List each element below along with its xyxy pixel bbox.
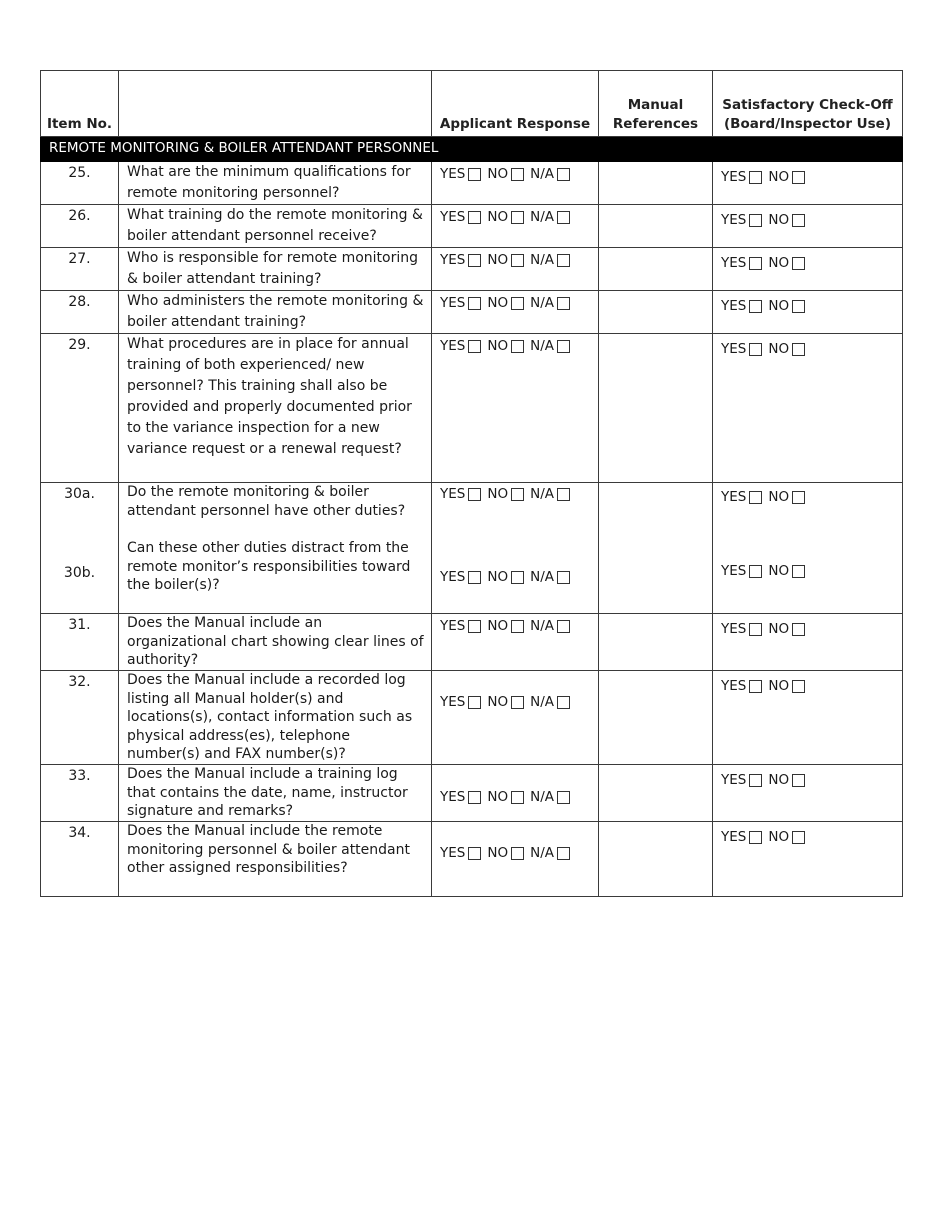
header-applicant-response: Applicant Response	[432, 71, 599, 137]
applicant-response-cell	[432, 205, 599, 248]
yes-checkbox[interactable]	[468, 340, 481, 353]
applicant-response-cell	[432, 671, 599, 765]
na-label: N/A	[530, 166, 554, 182]
no-label: NO	[487, 789, 509, 805]
yes-label: YES	[440, 569, 466, 585]
header-item-no: Item No.	[41, 71, 119, 137]
no-label: NO	[487, 486, 509, 502]
item-number: 28.	[41, 291, 119, 334]
na-checkbox[interactable]	[557, 791, 570, 804]
question-text: Does the Manual include a training log that contains the date, name, instructor signature and remarks?	[119, 765, 432, 822]
no-label: NO	[768, 298, 790, 314]
yes-checkbox[interactable]	[749, 831, 762, 844]
no-checkbox[interactable]	[511, 254, 524, 267]
no-checkbox[interactable]	[792, 680, 805, 693]
no-checkbox[interactable]	[792, 171, 805, 184]
checkoff-cell	[713, 822, 903, 897]
item-number: 31.	[41, 614, 119, 671]
no-checkbox[interactable]	[792, 343, 805, 356]
yes-label: YES	[721, 169, 747, 185]
table-row	[41, 671, 903, 765]
item-number: 34.	[41, 822, 119, 897]
no-label: NO	[487, 209, 509, 225]
no-checkbox[interactable]	[511, 571, 524, 584]
na-checkbox[interactable]	[557, 168, 570, 181]
yes-label: YES	[721, 255, 747, 271]
na-checkbox[interactable]	[557, 571, 570, 584]
no-label: NO	[487, 166, 509, 182]
yes-checkbox[interactable]	[468, 847, 481, 860]
na-checkbox[interactable]	[557, 488, 570, 501]
na-label: N/A	[530, 789, 554, 805]
question-text-b: Can these other duties distract from the remote monitor’s responsibilities toward the boiler(s)?	[127, 540, 411, 593]
yes-label: YES	[440, 694, 466, 710]
yes-checkbox[interactable]	[749, 257, 762, 270]
manual-reference-cell[interactable]	[599, 671, 713, 765]
no-label: NO	[487, 295, 509, 311]
yes-label: YES	[721, 678, 747, 694]
yes-checkbox[interactable]	[749, 171, 762, 184]
applicant-response-cell	[432, 614, 599, 671]
applicant-response-cell	[432, 765, 599, 822]
yes-checkbox[interactable]	[749, 774, 762, 787]
no-label: NO	[487, 252, 509, 268]
yes-label: YES	[440, 845, 466, 861]
yes-checkbox[interactable]	[749, 680, 762, 693]
na-checkbox[interactable]	[557, 847, 570, 860]
manual-reference-cell[interactable]	[599, 334, 713, 483]
table-row	[41, 248, 903, 291]
applicant-response-cell	[432, 822, 599, 897]
manual-reference-cell[interactable]	[599, 205, 713, 248]
na-checkbox[interactable]	[557, 297, 570, 310]
checkoff-cell	[713, 162, 903, 205]
no-checkbox[interactable]	[792, 774, 805, 787]
checkoff-cell	[713, 291, 903, 334]
yes-checkbox[interactable]	[749, 214, 762, 227]
no-label: NO	[487, 618, 509, 634]
yes-label: YES	[440, 295, 466, 311]
question-text: What are the minimum qualifications for remote monitoring personnel?	[119, 162, 432, 205]
table-row	[41, 822, 903, 897]
question-text: What training do the remote monitoring & boiler attendant personnel receive?	[119, 205, 432, 248]
question-text: What procedures are in place for annual training of both experienced/ new personnel? This training shall also be provided and properly documented prior to the variance inspection for a new variance request or a renewal request?	[119, 334, 432, 483]
yes-label: YES	[721, 563, 747, 579]
manual-reference-cell[interactable]	[599, 765, 713, 822]
no-checkbox[interactable]	[792, 491, 805, 504]
question-text: Does the Manual include a recorded log listing all Manual holder(s) and locations(s), contact information such as physical address(es), telephone number(s) and FAX number(s)?	[119, 671, 432, 765]
yes-checkbox[interactable]	[749, 343, 762, 356]
yes-checkbox[interactable]	[468, 488, 481, 501]
no-checkbox[interactable]	[511, 847, 524, 860]
applicant-response-cell	[432, 483, 599, 614]
yes-label: YES	[440, 252, 466, 268]
checkoff-cell	[713, 205, 903, 248]
no-label: NO	[768, 772, 790, 788]
yes-label: YES	[440, 789, 466, 805]
checkoff-cell	[713, 671, 903, 765]
na-label: N/A	[530, 486, 554, 502]
na-label: N/A	[530, 209, 554, 225]
no-checkbox[interactable]	[511, 791, 524, 804]
table-row	[41, 483, 903, 614]
yes-checkbox[interactable]	[749, 565, 762, 578]
no-label: NO	[768, 212, 790, 228]
yes-checkbox[interactable]	[749, 623, 762, 636]
yes-checkbox[interactable]	[468, 297, 481, 310]
table-row	[41, 162, 903, 205]
checkoff-cell	[713, 614, 903, 671]
no-checkbox[interactable]	[511, 620, 524, 633]
no-checkbox[interactable]	[792, 257, 805, 270]
header-manual-references: Manual References	[599, 71, 713, 137]
no-label: NO	[768, 678, 790, 694]
table-row	[41, 334, 903, 483]
na-label: N/A	[530, 694, 554, 710]
yes-checkbox[interactable]	[749, 300, 762, 313]
yes-checkbox[interactable]	[468, 211, 481, 224]
no-label: NO	[768, 255, 790, 271]
header-row	[41, 71, 903, 137]
no-label: NO	[487, 845, 509, 861]
no-label: NO	[768, 563, 790, 579]
no-checkbox[interactable]	[792, 565, 805, 578]
question-text: Who is responsible for remote monitoring & boiler attendant training?	[119, 248, 432, 291]
item-number: 25.	[41, 162, 119, 205]
yes-checkbox[interactable]	[468, 168, 481, 181]
item-number: 26.	[41, 205, 119, 248]
na-checkbox[interactable]	[557, 211, 570, 224]
na-checkbox[interactable]	[557, 620, 570, 633]
yes-label: YES	[721, 772, 747, 788]
no-label: NO	[768, 169, 790, 185]
table-row	[41, 205, 903, 248]
no-checkbox[interactable]	[792, 831, 805, 844]
item-number: 32.	[41, 671, 119, 765]
no-label: NO	[768, 621, 790, 637]
no-checkbox[interactable]	[792, 623, 805, 636]
yes-label: YES	[721, 829, 747, 845]
no-checkbox[interactable]	[511, 340, 524, 353]
no-checkbox[interactable]	[511, 168, 524, 181]
checklist-table	[40, 70, 903, 897]
no-checkbox[interactable]	[511, 211, 524, 224]
manual-reference-cell[interactable]	[599, 248, 713, 291]
no-label: NO	[768, 341, 790, 357]
question-text: Do the remote monitoring & boiler attendant personnel have other duties?	[127, 484, 406, 519]
manual-reference-cell[interactable]	[599, 822, 713, 897]
checkoff-cell	[713, 248, 903, 291]
no-checkbox[interactable]	[511, 488, 524, 501]
checkoff-cell	[713, 765, 903, 822]
na-checkbox[interactable]	[557, 696, 570, 709]
na-label: N/A	[530, 845, 554, 861]
manual-reference-cell[interactable]	[599, 483, 713, 614]
na-label: N/A	[530, 338, 554, 354]
manual-reference-cell[interactable]	[599, 162, 713, 205]
table-row	[41, 291, 903, 334]
na-label: N/A	[530, 252, 554, 268]
table-row	[41, 765, 903, 822]
no-label: NO	[487, 569, 509, 585]
no-checkbox[interactable]	[511, 696, 524, 709]
yes-checkbox[interactable]	[749, 491, 762, 504]
section-header-row	[41, 137, 903, 162]
no-checkbox[interactable]	[792, 300, 805, 313]
manual-reference-cell[interactable]	[599, 291, 713, 334]
yes-label: YES	[440, 209, 466, 225]
manual-reference-cell[interactable]	[599, 614, 713, 671]
item-number: 29.	[41, 334, 119, 483]
section-title: REMOTE MONITORING & BOILER ATTENDANT PERSONNEL	[41, 137, 903, 162]
item-number: 33.	[41, 765, 119, 822]
yes-checkbox[interactable]	[468, 791, 481, 804]
checkoff-cell	[713, 334, 903, 483]
item-number: 27.	[41, 248, 119, 291]
no-label: NO	[768, 829, 790, 845]
yes-label: YES	[721, 212, 747, 228]
no-label: NO	[487, 338, 509, 354]
question-text: Does the Manual include the remote monitoring personnel & boiler attendant other assigned responsibilities?	[119, 822, 432, 897]
na-label: N/A	[530, 569, 554, 585]
item-number-b: 30b.	[63, 565, 96, 581]
yes-checkbox[interactable]	[468, 620, 481, 633]
no-checkbox[interactable]	[511, 297, 524, 310]
applicant-response-cell	[432, 248, 599, 291]
no-label: NO	[768, 489, 790, 505]
yes-label: YES	[440, 618, 466, 634]
question-text: Does the Manual include an organizational chart showing clear lines of authority?	[119, 614, 432, 671]
yes-label: YES	[440, 166, 466, 182]
header-question	[119, 71, 432, 137]
applicant-response-cell	[432, 291, 599, 334]
yes-label: YES	[440, 338, 466, 354]
header-satisfactory-checkoff: Satisfactory Check-Off (Board/Inspector Use)	[713, 71, 903, 137]
no-checkbox[interactable]	[792, 214, 805, 227]
checkoff-cell	[713, 483, 903, 614]
applicant-response-cell	[432, 162, 599, 205]
no-label: NO	[487, 694, 509, 710]
yes-label: YES	[721, 621, 747, 637]
table-row	[41, 614, 903, 671]
yes-label: YES	[721, 298, 747, 314]
na-label: N/A	[530, 295, 554, 311]
na-label: N/A	[530, 618, 554, 634]
yes-checkbox[interactable]	[468, 696, 481, 709]
yes-checkbox[interactable]	[468, 571, 481, 584]
na-checkbox[interactable]	[557, 340, 570, 353]
na-checkbox[interactable]	[557, 254, 570, 267]
yes-checkbox[interactable]	[468, 254, 481, 267]
yes-label: YES	[440, 486, 466, 502]
item-number: 30a.	[64, 486, 95, 502]
yes-label: YES	[721, 489, 747, 505]
yes-label: YES	[721, 341, 747, 357]
question-text: Who administers the remote monitoring & boiler attendant training?	[119, 291, 432, 334]
applicant-response-cell	[432, 334, 599, 483]
